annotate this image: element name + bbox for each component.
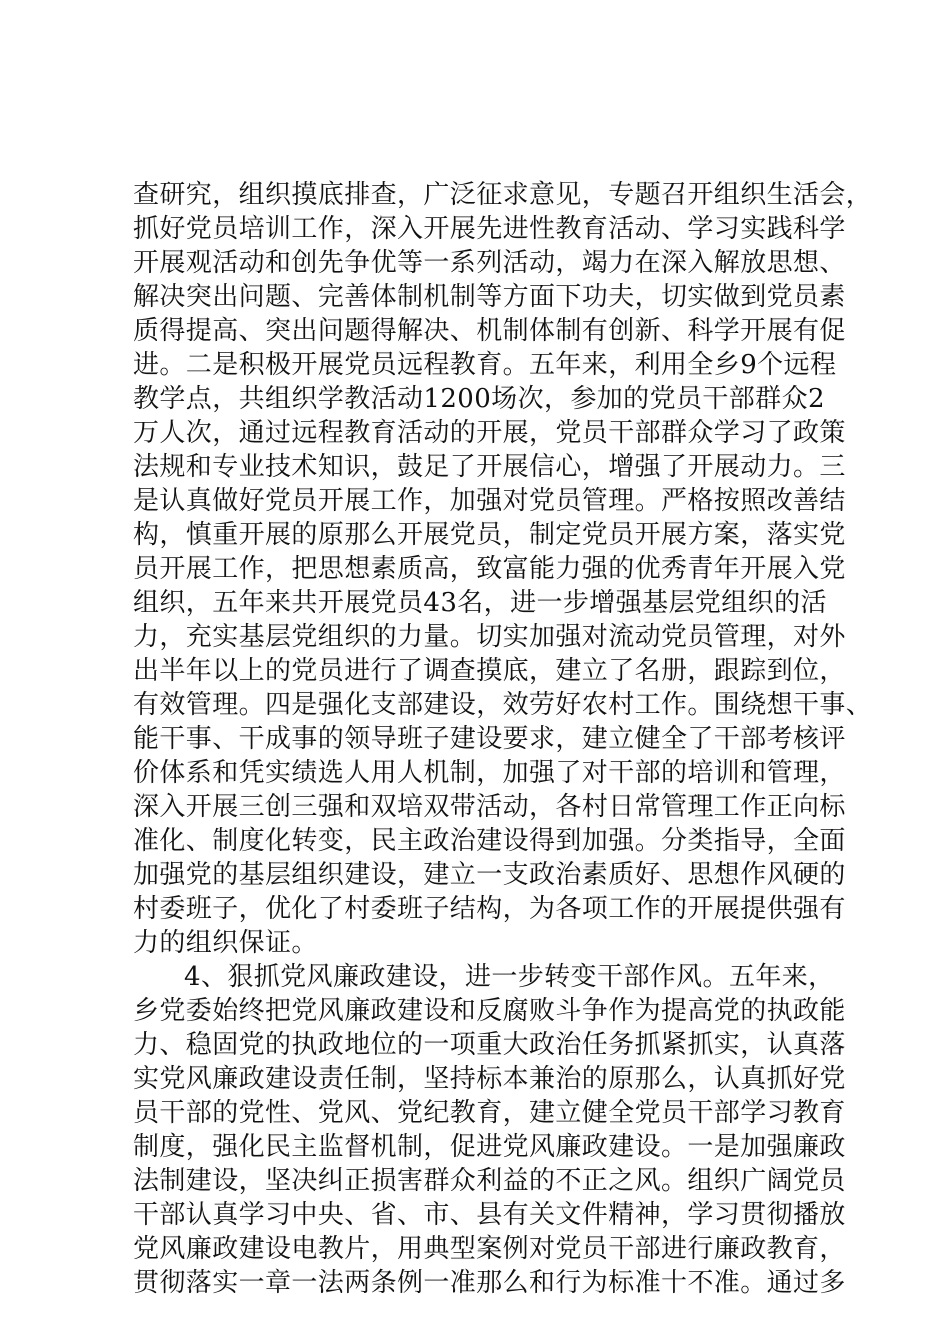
text-line: 是认真做好党员开展工作，加强对党员管理。严格按照改善结 [133,486,846,516]
text-line: 质得提高、突出问题得解决、机制体制有创新、科学开展有促 [133,316,846,346]
text-line: 深入开展三创三强和双培双带活动，各村日常管理工作正向标 [133,792,846,822]
text-line: 进。二是积极开展党员远程教育。五年来，利用全乡9个远程 [133,350,837,380]
text-line: 出半年以上的党员进行了调查摸底，建立了名册，跟踪到位， [133,656,846,686]
section-heading-line: 4、狠抓党风廉政建设，进一步转变干部作风。五年来， [184,962,835,992]
text-line: 力的组织保证。 [133,928,318,958]
text-line: 贯彻落实一章一法两条例一准那么和行为标准十不准。通过多 [133,1268,846,1298]
text-line: 法规和专业技术知识，鼓足了开展信心，增强了开展动力。三 [133,452,846,482]
text-line: 员干部的党性、党风、党纪教育，建立健全党员干部学习教育 [133,1098,846,1128]
text-line: 教学点，共组织学教活动1200场次，参加的党员干部群众2 [133,384,825,414]
text-line: 乡党委始终把党风廉政建设和反腐败斗争作为提高党的执政能 [133,996,846,1026]
text-line: 开展观活动和创先争优等一系列活动，竭力在深入解放思想、 [133,248,846,278]
text-line: 干部认真学习中央、省、市、县有关文件精神，学习贯彻播放 [133,1200,846,1230]
text-line: 万人次，通过远程教育活动的开展，党员干部群众学习了政策 [133,418,846,448]
text-line: 法制建设，坚决纠正损害群众利益的不正之风。组织广阔党员 [133,1166,846,1196]
text-line: 组织，五年来共开展党员43名，进一步增强基层党组织的活 [133,588,827,618]
text-line: 力、稳固党的执政地位的一项重大政治任务抓紧抓实，认真落 [133,1030,846,1060]
text-line: 力，充实基层党组织的力量。切实加强对流动党员管理，对外 [133,622,846,652]
text-line: 解决突出问题、完善体制机制等方面下功夫，切实做到党员素 [133,282,846,312]
text-line: 准化、制度化转变，民主政治建设得到加强。分类指导，全面 [133,826,846,856]
text-line: 构，慎重开展的原那么开展党员，制定党员开展方案，落实党 [133,520,846,550]
text-line: 有效管理。四是强化支部建设，效劳好农村工作。围绕想干事、 [133,690,873,720]
text-line: 实党风廉政建设责任制，坚持标本兼治的原那么，认真抓好党 [133,1064,846,1094]
text-line: 制度，强化民主监督机制，促进党风廉政建设。一是加强廉政 [133,1132,846,1162]
text-line: 员开展工作，把思想素质高，致富能力强的优秀青年开展入党 [133,554,846,584]
text-line: 村委班子，优化了村委班子结构，为各项工作的开展提供强有 [133,894,846,924]
text-line: 党风廉政建设电教片，用典型案例对党员干部进行廉政教育， [133,1234,846,1264]
text-line: 抓好党员培训工作，深入开展先进性教育活动、学习实践科学 [133,214,846,244]
text-line: 加强党的基层组织建设，建立一支政治素质好、思想作风硬的 [133,860,846,890]
text-line: 查研究，组织摸底排查，广泛征求意见，专题召开组织生活会， [133,180,873,210]
text-line: 价体系和凭实绩选人用人机制，加强了对干部的培训和管理， [133,758,846,788]
text-line: 能干事、干成事的领导班子建设要求，建立健全了干部考核评 [133,724,846,754]
